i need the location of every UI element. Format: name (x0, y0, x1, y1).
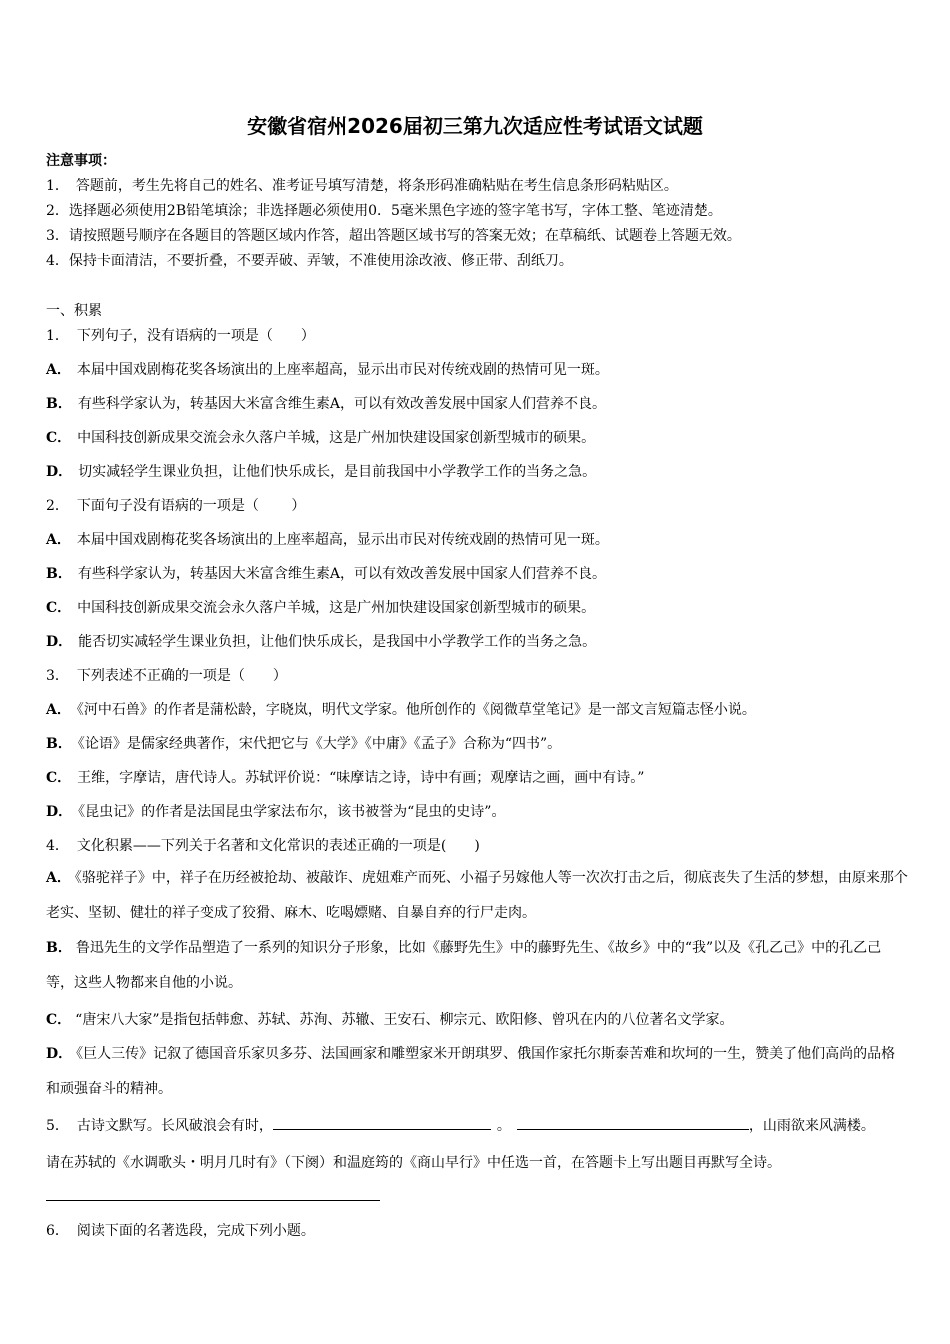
question-4 (46, 836, 480, 856)
option-c (46, 598, 595, 618)
question-2 (46, 496, 305, 516)
question-stem: 文化积累——下列关于名著和文化常识的表述正确的一项是( ) (76, 838, 480, 854)
option-text: 本届中国戏剧梅花奖各场演出的上座率超高，显示出市民对传统戏剧的热情可见一斑。 (76, 532, 609, 548)
option-text: 《河中石兽》的作者是蒲松龄，字晓岚，明代文学家。他所创作的《阅微草堂笔记》是一部文言短篇志怪小说。 (76, 702, 756, 718)
option-label: A． (46, 702, 71, 718)
question-number: 1． (46, 328, 69, 344)
option-label: A． (46, 532, 71, 548)
option-text: 切实减轻学生课业负担，让他们快乐成长，是目前我国中小学教学工作的当务之急。 (78, 464, 597, 480)
notice-item: 2．选择题必须使用2B铅笔填涂；非选择题必须使用0．5毫米黑色字迹的签字笔书写，字体工整、笔迹清楚。 (46, 203, 722, 219)
notice-item: 1． 答题前，考生先将自己的姓名、准考证号填写清楚，将条形码准确粘贴在考生信息条形码粘贴区。 (46, 178, 678, 194)
option-d (46, 462, 596, 482)
question-number: 2． (46, 498, 69, 514)
option-label: C． (46, 600, 72, 616)
notice-item: 4．保持卡面清洁，不要折叠，不要弄破、弄皱，不准使用涂改液、修正带、刮纸刀。 (46, 253, 573, 269)
option-a (46, 861, 908, 931)
question-number: 6． (46, 1223, 69, 1239)
option-b (46, 564, 606, 584)
option-c (46, 428, 595, 448)
answer-blank[interactable] (273, 1115, 491, 1130)
option-label: D． (46, 464, 73, 480)
option-text: 中国科技创新成果交流会永久落户羊城，这是广州加快建设国家创新型城市的硕果。 (77, 430, 596, 446)
option-label: B． (46, 396, 72, 412)
option-d (46, 632, 596, 652)
option-label: C． (46, 430, 72, 446)
option-label: A． (46, 362, 71, 378)
option-label: B． (46, 566, 72, 582)
question-5-instruction: 请在苏轼的《水调歌头・明月几时有》（下阕）和温庭筠的《商山早行》中任选一首，在答题卡上写出题目再默写全诗。 (46, 1155, 781, 1171)
notice-item: 3．请按照题号顺序在各题目的答题区域内作答，超出答题区域书写的答案无效；在草稿纸、试题卷上答题无效。 (46, 228, 741, 244)
option-text: 《昆虫记》的作者是法国昆虫学家法布尔，该书被誉为“昆虫的史诗”。 (78, 804, 506, 820)
option-a (46, 700, 756, 720)
option-text: 《巨人三传》记叙了德国音乐家贝多芬、法国画家和雕塑家米开朗琪罗、俄国作家托尔斯泰苦难和坎坷的一生，赞美了他们高尚的品格和顽强奋斗的精神。 (46, 1046, 896, 1097)
option-text: “唐宋八大家”是指包括韩愈、苏轼、苏洵、苏辙、王安石、柳宗元、欧阳修、曾巩在内的八位著名文学家。 (75, 1012, 734, 1028)
divider-line (46, 1200, 380, 1201)
option-label: D． (46, 804, 73, 820)
option-b (46, 394, 606, 414)
option-label: D． (46, 1046, 73, 1062)
option-c (46, 1003, 908, 1038)
option-text: 有些科学家认为，转基因大米富含维生素A，可以有效改善发展中国家人们营养不良。 (77, 396, 606, 412)
question-5 (46, 1115, 875, 1136)
option-d (46, 1037, 908, 1107)
option-label: A． (46, 870, 71, 886)
page-title: 安徽省宿州2026届初三第九次适应性考试语文试题 (247, 114, 703, 138)
question-number: 4． (46, 838, 69, 854)
option-a (46, 530, 609, 550)
option-text: 王维，字摩诘，唐代诗人。苏轼评价说：“味摩诘之诗，诗中有画；观摩诘之画，画中有诗。” (77, 770, 645, 786)
option-text: 中国科技创新成果交流会永久落户羊城，这是广州加快建设国家创新型城市的硕果。 (77, 600, 596, 616)
question-6 (46, 1221, 315, 1241)
section-heading: 一、积累 (46, 303, 102, 319)
option-label: B． (46, 940, 72, 956)
answer-blank[interactable] (517, 1115, 749, 1130)
notice-heading: 注意事项： (46, 153, 116, 169)
option-label: D． (46, 634, 73, 650)
option-a (46, 360, 609, 380)
question-stem: 下列句子，没有语病的一项是（ ） (76, 328, 315, 344)
question-number: 5． (46, 1118, 69, 1134)
option-text: 《论语》是儒家经典著作，宋代把它与《大学》《中庸》《孟子》合称为“四书”。 (77, 736, 562, 752)
question-stem: ，山雨欲来风满楼。 (748, 1118, 875, 1134)
question-1 (46, 326, 315, 346)
question-stem: 。 (496, 1118, 511, 1134)
option-label: C． (46, 770, 72, 786)
question-stem: 阅读下面的名著选段，完成下列小题。 (76, 1223, 315, 1239)
option-b (46, 734, 561, 754)
option-text: 有些科学家认为，转基因大米富含维生素A，可以有效改善发展中国家人们营养不良。 (77, 566, 606, 582)
question-stem: 古诗文默写。长风破浪会有时， (76, 1118, 273, 1134)
option-d (46, 802, 505, 822)
question-3 (46, 666, 287, 686)
question-number: 3． (46, 668, 69, 684)
option-b (46, 931, 908, 1001)
option-label: C． (46, 1012, 72, 1028)
question-stem: 下列表述不正确的一项是（ ） (76, 668, 287, 684)
option-text: 能否切实减轻学生课业负担，让他们快乐成长，是我国中小学教学工作的当务之急。 (78, 634, 597, 650)
option-text: 本届中国戏剧梅花奖各场演出的上座率超高，显示出市民对传统戏剧的热情可见一斑。 (76, 362, 609, 378)
option-text: 《骆驼祥子》中，祥子在历经被抢劫、被敲诈、虎妞难产而死、小福子另嫁他人等一次次打击之后，彻底丧失了生活的梦想，由原来那个老实、坚韧、健壮的祥子变成了狡猾、麻木、吃喝嫖赌、自暴自弃的行尸走肉。 (46, 870, 908, 921)
option-c (46, 768, 644, 788)
option-text: 鲁迅先生的文学作品塑造了一系列的知识分子形象，比如《藤野先生》中的藤野先生、《故乡》中的“我”以及《孔乙己》中的孔乙己等，这些人物都来自他的小说。 (46, 940, 882, 991)
option-label: B． (46, 736, 72, 752)
question-stem: 下面句子没有语病的一项是（ ） (76, 498, 306, 514)
